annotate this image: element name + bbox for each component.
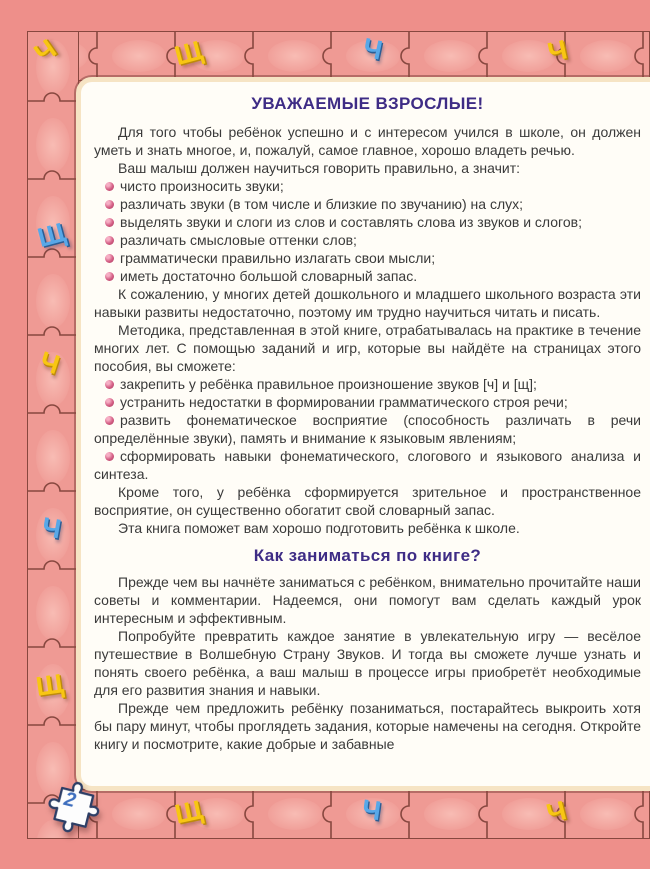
letter-ch-icon: Ч (360, 793, 384, 827)
bullet-icon (105, 254, 114, 263)
paragraph: Прежде чем предложить ребёнку позаниматься, постарайтесь выкроить хотя бы пару минут, чтобы проглядеть задания, которые намечены на сегодня. Откройте книгу и посмотрите, какие добрые и забавные (94, 700, 641, 752)
bullet-icon (105, 416, 114, 425)
bullet-icon (105, 452, 114, 461)
paragraph: Эта книга поможет вам хорошо подготовить ребёнка к школе. (118, 520, 520, 536)
paragraph: Ваш малыш должен научиться говорить правильно, а значит: (118, 160, 520, 176)
paragraph: Для того чтобы ребёнок успешно и с интересом учился в школе, он должен уметь и знать многое, и, пожалуй, самое главное, хорошо владеть речью. (94, 124, 641, 158)
list-item-text: чисто произносить звуки; (120, 178, 284, 194)
letter-shch-icon: Щ (172, 794, 206, 830)
bullet-icon (105, 236, 114, 245)
paragraph: Прежде чем вы начнёте заниматься с ребёнком, внимательно прочитайте наши советы и комментарии. Надеемся, они помогут вам сделать каждый урок интересным и эффективным. (94, 574, 641, 626)
letter-shch-icon: Щ (34, 216, 69, 254)
list-item-text: закрепить у ребёнка правильное произношение звуков [ч] и [щ]; (120, 376, 537, 392)
bullet-icon (105, 380, 114, 389)
bullet-icon (105, 272, 114, 281)
paragraph: Попробуйте превратить каждое занятие в увлекательную игру — весёлое путешествие в Волшебную Страну Звуков. И тогда вы сможете лучше узнать и понять своего ребёнка, а ваш малыш в процессе игры приобретёт необходимые для его развития знания и навыки. (94, 628, 641, 698)
paragraph: Кроме того, у ребёнка сформируется зрительное и пространственное восприятие, он существенно обогатит свой словарный запас. (94, 484, 641, 518)
list-item (94, 213, 641, 231)
list-item-text: грамматически правильно излагать свои мысли; (120, 250, 436, 266)
page-number: 2 (61, 788, 78, 813)
bullet-icon (105, 218, 114, 227)
list-item (94, 231, 641, 249)
list-item-text: устранить недостатки в формировании грамматического строя речи; (120, 394, 568, 410)
bullet-icon (105, 200, 114, 209)
paragraph: К сожалению, у многих детей дошкольного и младшего школьного возраста эти навыки развиты недостаточно, поэтому им трудно научиться читать и писать. (94, 286, 641, 320)
list-item (94, 411, 641, 447)
letter-ch-icon: Ч (35, 345, 64, 381)
list-item-text: сформировать навыки фонематического, слогового и языкового анализа и синтеза. (94, 448, 641, 482)
list-item (94, 249, 641, 267)
section-heading: Как заниматься по книге? (253, 546, 482, 565)
list-item (94, 177, 641, 195)
page-content (76, 77, 650, 791)
letter-shch-icon: Щ (171, 34, 206, 72)
list-item (94, 447, 641, 483)
letter-ch-icon: Ч (360, 32, 385, 66)
puzzle-border-left (27, 31, 79, 839)
list-item-text: иметь достаточно большой словарный запас. (120, 268, 418, 284)
list-item (94, 393, 641, 411)
letter-ch-icon: Ч (39, 511, 64, 545)
list-item-text: выделять звуки и слоги из слов и составлять слова из звуков и слогов; (120, 214, 582, 230)
paragraph: Методика, представленная в этой книге, отрабатывалась на практике в течение многих лет. С помощью заданий и игр, которые вы найдёте на страницах этого пособия, вы сможете: (94, 322, 641, 374)
list-item-text: развить фонематическое восприятие (способность различать в речи определённые звуки), память и внимание к языковым явлениям; (94, 412, 641, 446)
list-item-text: различать смысловые оттенки слов; (120, 232, 357, 248)
list-item (94, 375, 641, 393)
letter-ch-icon: Ч (543, 795, 570, 829)
list-item (94, 195, 641, 213)
letter-ch-icon: Ч (544, 34, 570, 68)
bullet-icon (105, 398, 114, 407)
letter-shch-icon: Щ (33, 668, 66, 702)
letter-ch-icon: Ч (28, 33, 62, 69)
page-title: УВАЖАЕМЫЕ ВЗРОСЛЫЕ! (251, 94, 484, 113)
list-item (94, 267, 641, 285)
bullet-icon (105, 182, 114, 191)
list-item-text: различать звуки (в том числе и близкие по звучанию) на слух; (120, 196, 524, 212)
